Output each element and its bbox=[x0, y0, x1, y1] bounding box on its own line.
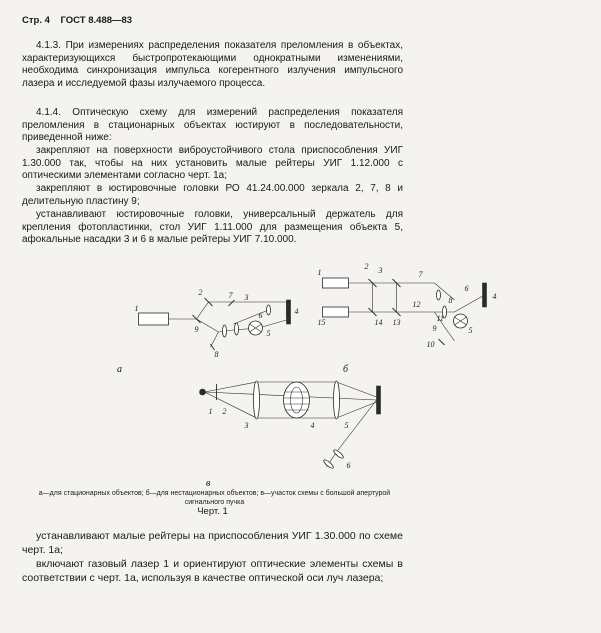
paragraph-step-a: закрепляют на поверхности виброустойчивого стола приспособления УИГ 1.30.000 так, чтобы на них установить малые рейтеры УИГ 1.12.000 с оптическими элементами согласно черт. 1а; bbox=[22, 145, 403, 182]
diagram-b bbox=[218, 255, 601, 375]
label-c-3: 3 bbox=[244, 421, 249, 430]
sublabel-b: б bbox=[343, 364, 349, 375]
label-b-2: 2 bbox=[364, 262, 369, 271]
object-4 bbox=[284, 382, 310, 418]
label-b-7: 7 bbox=[418, 270, 423, 279]
label-b-10: 10 bbox=[426, 340, 435, 349]
paragraph-step-e: включают газовый лазер 1 и ориентируют оптические элементы схемы в соответствии с черт. 1а, используя в качестве оптической оси луч лазера; bbox=[22, 558, 403, 584]
label-b-4: 4 bbox=[492, 292, 497, 301]
label-b-6: 6 bbox=[464, 284, 469, 293]
label-b-12: 12 bbox=[412, 300, 421, 309]
paragraph-4-1-3: 4.1.3. При измерениях распределения показателя преломления в объектах, характеризующихся быстропротекающими однократными изменениями, необходима синхронизация импульса когерентного излучения импульсного лазера и исследуемой фазы излучаемого процесса. bbox=[22, 40, 403, 89]
figure-title: Черт. 1 bbox=[197, 506, 228, 517]
paragraph-step-c: устанавливают юстировочные головки, универсальный держатель для крепления фотопластинки, стол УИГ 1.11.000 для размещения объекта 5, афокальные насадки 3 и 6 в малые рейтеры УИГ 7.10.000. bbox=[22, 209, 403, 246]
label-c-4: 4 bbox=[310, 421, 315, 430]
label-c-1: 1 bbox=[208, 407, 213, 416]
page-number: Стр. 4 bbox=[22, 15, 50, 26]
label-a-2: 2 bbox=[198, 288, 203, 297]
label-a-4: 4 bbox=[294, 307, 299, 316]
laser-block bbox=[139, 313, 169, 325]
label-b-14: 14 bbox=[374, 318, 383, 327]
label-b-9: 9 bbox=[432, 324, 437, 333]
label-a-1: 1 bbox=[134, 304, 139, 313]
photoplate-b bbox=[483, 283, 487, 307]
label-b-1: 1 bbox=[317, 268, 322, 277]
label-a-9: 9 bbox=[194, 325, 199, 334]
label-b-11: 11 bbox=[436, 314, 444, 323]
lens-large-2 bbox=[334, 381, 340, 419]
sublabel-a: а bbox=[117, 364, 122, 375]
paragraph-4-1-4: 4.1.4. Оптическую схему для измерений распределения показателя преломления в стационарных объектах юстируют в последовательности, приведенной ниже: bbox=[22, 107, 403, 144]
lens bbox=[437, 290, 441, 300]
label-a-7: 7 bbox=[228, 291, 233, 300]
label-b-15: 15 bbox=[317, 318, 326, 327]
diagram-c bbox=[100, 372, 483, 487]
label-c-5: 5 bbox=[344, 421, 349, 430]
label-b-13: 13 bbox=[392, 318, 401, 327]
label-b-3: 3 bbox=[378, 266, 383, 275]
label-b-8: 8 bbox=[448, 296, 453, 305]
lens-6b bbox=[333, 449, 345, 460]
standard-number: ГОСТ 8.488—83 bbox=[60, 15, 133, 26]
label-b-5: 5 bbox=[468, 326, 473, 335]
paragraph-step-d: устанавливают малые рейтеры на приспособления УИГ 1.30.000 по схеме черт. 1а; bbox=[22, 530, 403, 556]
lens-large-1 bbox=[254, 381, 260, 419]
label-c-2: 2 bbox=[222, 407, 227, 416]
label-c-6: 6 bbox=[346, 461, 351, 470]
label-a-8: 8 bbox=[214, 350, 219, 359]
label-a-5: 5 bbox=[266, 329, 271, 338]
paragraph-step-b: закрепляют в юстировочные головки РО 41.24.00.000 зеркала 2, 7, 8 и делительную пластину 9; bbox=[22, 183, 403, 207]
point-source bbox=[200, 389, 206, 395]
laser-upper bbox=[323, 278, 349, 288]
page-header bbox=[22, 15, 405, 26]
lens-6 bbox=[323, 459, 335, 470]
figure-note: а—для стационарных объектов; б—для нестационарных объектов; в—участок схемы с большой апертурой сигнального пучка bbox=[38, 490, 391, 506]
label-a-3: 3 bbox=[244, 293, 249, 302]
mirror-10-b bbox=[439, 339, 445, 345]
laser-lower bbox=[323, 307, 349, 317]
label-a-6: 6 bbox=[258, 311, 263, 320]
photoplate-c bbox=[377, 386, 381, 414]
sublabel-c: в bbox=[206, 478, 211, 489]
